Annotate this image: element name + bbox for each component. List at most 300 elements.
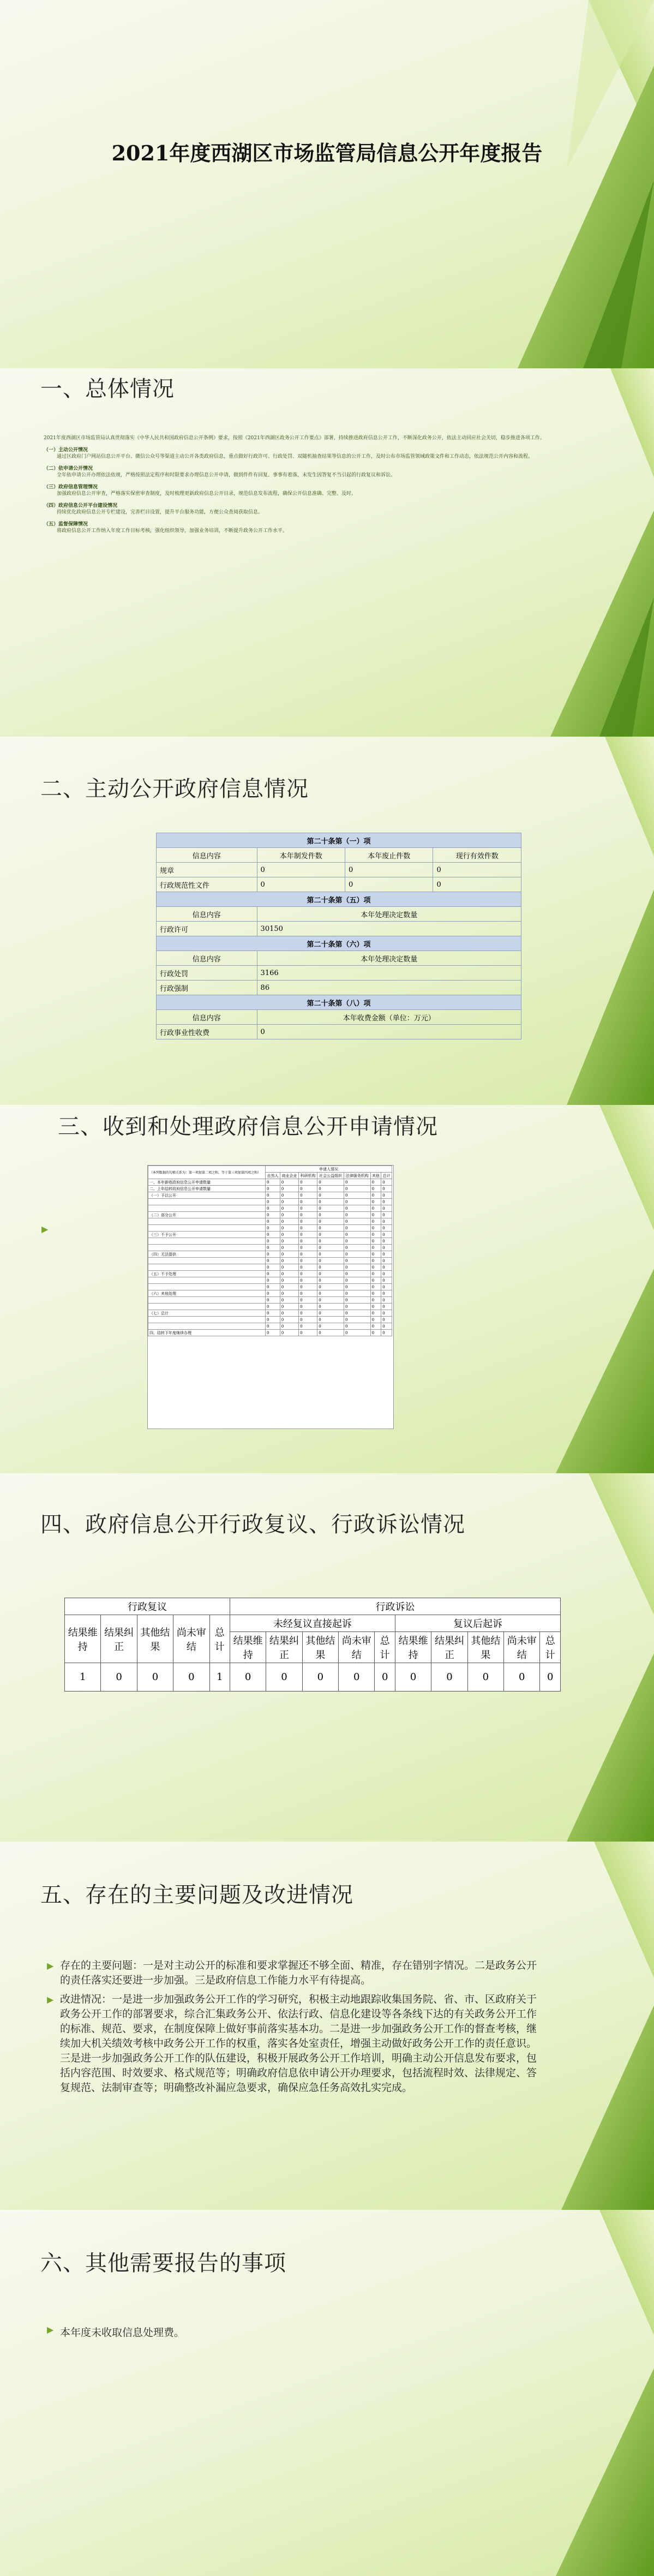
- table-cell: 0: [266, 1205, 280, 1212]
- table-cell: 0: [299, 1310, 317, 1317]
- overview-item-body: 通过区政府门户网站信息公开平台、微信公众号等渠道主动公开各类政府信息，重点做好行政许可、行政处罚、双随机抽查结果等信息的公开工作，及时公布市场监管领域政策文件和工作动态，依法规范公开内容和流程。: [57, 454, 533, 459]
- row-label: [148, 1264, 266, 1271]
- table-cell: 0: [317, 1317, 344, 1323]
- table-cell: 0: [299, 1238, 317, 1245]
- table-cell: 0: [540, 1663, 561, 1692]
- table-cell: 0: [381, 1238, 392, 1245]
- row-label: 二、上年结转政府信息公开申请数量: [148, 1186, 266, 1192]
- table-cell: 0: [299, 1323, 317, 1330]
- col-header: 本年处理决定数量: [257, 907, 521, 922]
- slide-problems: [0, 1842, 654, 2210]
- col-header: 信息内容: [157, 1010, 257, 1025]
- table-cell: 规章: [157, 863, 257, 877]
- table-cell: 0: [317, 1186, 344, 1192]
- table-cell: 0: [317, 1212, 344, 1218]
- table-cell: 0: [266, 1186, 280, 1192]
- table-cell: 0: [266, 1663, 302, 1692]
- leaf-decoration: [425, 1105, 654, 1473]
- row-label: [148, 1199, 266, 1205]
- table-cell: 0: [370, 1245, 381, 1251]
- table-cell: 0: [431, 1663, 467, 1692]
- table-cell: 0: [299, 1199, 317, 1205]
- table-cell: 0: [381, 1218, 392, 1225]
- col-header: 现行有效件数: [433, 848, 521, 863]
- row-label: [148, 1218, 266, 1225]
- table-cell: 0: [299, 1225, 317, 1232]
- table-row: [148, 1323, 392, 1330]
- table-row: [148, 1205, 392, 1212]
- section-title: 三、收到和处理政府信息公开申请情况: [58, 1114, 438, 1139]
- requests-table-frame: [147, 1165, 394, 1429]
- table-cell: 0: [344, 1284, 370, 1290]
- table-cell: 0: [381, 1179, 392, 1186]
- table-cell: 0: [317, 1205, 344, 1212]
- section-title: 六、其他需要报告的事项: [40, 2251, 286, 2276]
- table-cell: 0: [299, 1290, 317, 1297]
- col-header: 社会公益组织: [317, 1173, 344, 1179]
- table-cell: 0: [299, 1212, 317, 1218]
- table-cell: 0: [266, 1271, 280, 1277]
- table-cell: 0: [504, 1663, 540, 1692]
- table-row: [148, 1271, 392, 1277]
- col-header: 科研机构: [299, 1173, 317, 1179]
- row-label: [148, 1225, 266, 1232]
- table-cell: 0: [266, 1218, 280, 1225]
- overview-body: [44, 435, 562, 534]
- table-cell: 0: [370, 1205, 381, 1212]
- table-row: [148, 1192, 392, 1199]
- table-cell: 0: [280, 1258, 298, 1264]
- table-cell: 0: [381, 1323, 392, 1330]
- col-header: 总计: [381, 1173, 392, 1179]
- overview-intro: 2021年度西湖区市场监管局认真贯彻落实《中华人民共和国政府信息公开条例》要求，按照《2021年西湖区政务公开工作要点》部署，持续推进政府信息公开工作，不断深化政务公开，依法主动回应社会关切，稳步推进各项工作。: [44, 435, 545, 441]
- table-cell: 0: [266, 1225, 280, 1232]
- slide-other: [0, 2210, 654, 2576]
- table-cell: 0: [344, 1304, 370, 1310]
- col-header: 法律服务机构: [344, 1173, 370, 1179]
- table-cell: 0: [280, 1304, 298, 1310]
- overview-item-body: 全年依申请公开办理依法依规，严格按照法定程序和时限要求办理信息公开申请，做到件件有回复、事事有着落，未发生因答复不当引起的行政复议和诉讼。: [57, 473, 396, 478]
- row-label: （三）不予公开: [148, 1232, 266, 1238]
- col-header: 结果纠正: [431, 1632, 467, 1663]
- table-cell: 0: [344, 1323, 370, 1330]
- table-cell: 0: [344, 1192, 370, 1199]
- col-header: 其他结果: [467, 1632, 503, 1663]
- table-cell: 0: [381, 1251, 392, 1258]
- other-paragraph: 本年度未收取信息处理费。: [60, 2327, 185, 2339]
- table-cell: 0: [381, 1245, 392, 1251]
- table-cell: 行政规范性文件: [157, 877, 257, 892]
- row-label: [148, 1205, 266, 1212]
- table-cell: 0: [266, 1277, 280, 1284]
- table-cell: 0: [317, 1251, 344, 1258]
- table-cell: 0: [344, 1238, 370, 1245]
- row-label: 一、本年新收政府信息公开申请数量: [148, 1179, 266, 1186]
- review-table: [64, 1598, 561, 1692]
- table-cell: 行政许可: [157, 922, 257, 936]
- table-row: [148, 1277, 392, 1284]
- table-cell: 0: [433, 877, 521, 892]
- table-cell: 0: [317, 1232, 344, 1238]
- table-cell: 0: [101, 1663, 137, 1692]
- report-title: 2021年度西湖区市场监管局信息公开年度报告: [111, 141, 543, 165]
- table-cell: 0: [280, 1212, 298, 1218]
- problems-body: [47, 1958, 538, 2095]
- table-cell: 0: [381, 1186, 392, 1192]
- row-label: [148, 1297, 266, 1304]
- table-cell: 86: [257, 981, 521, 995]
- col-header: 结果纠正: [266, 1632, 302, 1663]
- table-cell: 行政事业性收费: [157, 1025, 257, 1039]
- table-cell: 0: [344, 1186, 370, 1192]
- table-cell: 0: [345, 877, 433, 892]
- col-header: 信息内容: [157, 907, 257, 922]
- col-header: 其他: [370, 1173, 381, 1179]
- table-cell: 0: [467, 1663, 503, 1692]
- table-cell: 0: [317, 1245, 344, 1251]
- row-label: [148, 1238, 266, 1245]
- table-row: [148, 1310, 392, 1317]
- table-cell: 0: [381, 1317, 392, 1323]
- bullet-icon: ▶: [47, 2324, 54, 2335]
- table-cell: 0: [381, 1264, 392, 1271]
- col-header: 结果维持: [395, 1632, 431, 1663]
- table-cell: 0: [317, 1323, 344, 1330]
- table-cell: 0: [266, 1304, 280, 1310]
- table-cell: 0: [339, 1663, 375, 1692]
- col-header: 总计: [540, 1632, 561, 1663]
- table-cell: 0: [344, 1290, 370, 1297]
- overview-item-body: 将政府信息公开工作纳入年度工作目标考核，强化组织领导，加强业务培训，不断提升政务公开工作水平。: [57, 528, 288, 534]
- table-cell: 0: [280, 1271, 298, 1277]
- table-cell: 0: [266, 1238, 280, 1245]
- overview-item-heading: （四）政府信息公开平台建设情况: [44, 503, 118, 509]
- row-label: [148, 1258, 266, 1264]
- col-header: 结果维持: [230, 1632, 266, 1663]
- block-header: 第二十条第（一）项: [157, 833, 521, 848]
- table-cell: 0: [381, 1277, 392, 1284]
- table-cell: 0: [317, 1284, 344, 1290]
- proactive-table: [156, 833, 521, 1039]
- col-header: 总计: [209, 1615, 230, 1663]
- table-cell: 0: [266, 1264, 280, 1271]
- table-cell: 0: [299, 1317, 317, 1323]
- table-cell: 0: [317, 1290, 344, 1297]
- table-row: [148, 1179, 392, 1186]
- table-cell: 0: [266, 1212, 280, 1218]
- row-label: （二）部分公开: [148, 1212, 266, 1218]
- overview-item-body: 持续优化政府信息公开专栏建设，完善栏目设置，提升平台服务功能，方便公众查阅获取信息。: [57, 510, 263, 515]
- table-cell: 0: [230, 1663, 266, 1692]
- col-header: 结果维持: [65, 1615, 101, 1663]
- row-label: [148, 1317, 266, 1323]
- table-row: [148, 1258, 392, 1264]
- table-cell: 0: [344, 1245, 370, 1251]
- table-cell: 0: [299, 1304, 317, 1310]
- col-group-header: 申请人情况: [266, 1166, 392, 1173]
- table-cell: 0: [370, 1186, 381, 1192]
- review-header: 行政复议: [65, 1598, 230, 1615]
- table-cell: 0: [317, 1297, 344, 1304]
- table-cell: 0: [344, 1199, 370, 1205]
- table-cell: 0: [370, 1258, 381, 1264]
- table-cell: 行政强制: [157, 981, 257, 995]
- slide-review: [0, 1473, 654, 1842]
- row-label: [148, 1245, 266, 1251]
- table-cell: 0: [370, 1317, 381, 1323]
- overview-item-heading: （二）依申请公开情况: [44, 466, 93, 471]
- table-cell: 0: [299, 1186, 317, 1192]
- table-cell: 0: [299, 1264, 317, 1271]
- row-label: （五）不予处理: [148, 1271, 266, 1277]
- table-cell: 0: [370, 1212, 381, 1218]
- table-cell: 0: [317, 1277, 344, 1284]
- table-cell: 0: [381, 1212, 392, 1218]
- table-row: [148, 1238, 392, 1245]
- table-cell: 0: [344, 1205, 370, 1212]
- table-cell: 0: [266, 1310, 280, 1317]
- table-cell: 0: [266, 1284, 280, 1290]
- table-cell: 0: [299, 1232, 317, 1238]
- col-header: 信息内容: [157, 848, 257, 863]
- table-cell: 0: [370, 1277, 381, 1284]
- table-cell: 0: [137, 1663, 173, 1692]
- table-cell: 0: [344, 1218, 370, 1225]
- table-cell: 0: [370, 1310, 381, 1317]
- table-row: [148, 1251, 392, 1258]
- table-cell: 0: [344, 1317, 370, 1323]
- table-cell: 0: [381, 1225, 392, 1232]
- table-cell: 0: [381, 1304, 392, 1310]
- overview-item-body: 加强政府信息公开审查，严格落实保密审查制度，及时梳理更新政府信息公开目录，规范信息发布流程，确保公开信息准确、完整、及时。: [57, 491, 357, 497]
- leaf-decoration: [425, 0, 654, 368]
- overview-items: [44, 447, 562, 534]
- table-cell: 30150: [257, 922, 521, 936]
- table-cell: 0: [317, 1218, 344, 1225]
- table-cell: 0: [280, 1317, 298, 1323]
- table-cell: 0: [344, 1277, 370, 1284]
- table-cell: 3166: [257, 966, 521, 981]
- section-title: 一、总体情况: [40, 376, 175, 402]
- table-cell: 0: [266, 1251, 280, 1258]
- table-cell: 0: [344, 1251, 370, 1258]
- table-cell: 0: [266, 1330, 280, 1336]
- after-header: 复议后起诉: [395, 1615, 560, 1632]
- table-cell: 0: [370, 1232, 381, 1238]
- table-cell: 0: [381, 1271, 392, 1277]
- table-cell: 0: [280, 1310, 298, 1317]
- table-cell: 0: [344, 1258, 370, 1264]
- bullet-icon: ▶: [41, 1224, 49, 1234]
- table-cell: 0: [344, 1225, 370, 1232]
- table-cell: 0: [381, 1199, 392, 1205]
- table-cell: 1: [65, 1663, 101, 1692]
- table-cell: 0: [381, 1290, 392, 1297]
- table-row: [148, 1186, 392, 1192]
- section-title: 五、存在的主要问题及改进情况: [40, 1882, 353, 1908]
- col-header: 本年废止件数: [345, 848, 433, 863]
- table-cell: 0: [395, 1663, 431, 1692]
- table-cell: 行政处罚: [157, 966, 257, 981]
- table-cell: 0: [344, 1179, 370, 1186]
- table-cell: 0: [370, 1238, 381, 1245]
- section-title: 四、政府信息公开行政复议、行政诉讼情况: [40, 1512, 465, 1537]
- table-cell: 0: [317, 1271, 344, 1277]
- leaf-decoration: [425, 368, 654, 737]
- table-cell: 0: [266, 1297, 280, 1304]
- table-row: [148, 1290, 392, 1297]
- slide-requests: [0, 1105, 654, 1473]
- table-cell: 0: [370, 1330, 381, 1336]
- table-cell: 0: [317, 1264, 344, 1271]
- col-header: 结果纠正: [101, 1615, 137, 1663]
- table-cell: 0: [266, 1290, 280, 1297]
- table-cell: 0: [280, 1232, 298, 1238]
- table-cell: 0: [266, 1192, 280, 1199]
- table-cell: 0: [257, 1025, 521, 1039]
- row-label: （一）予以公开: [148, 1192, 266, 1199]
- table-cell: 0: [317, 1330, 344, 1336]
- table-row: [148, 1317, 392, 1323]
- table-cell: 0: [299, 1251, 317, 1258]
- table-cell: 0: [299, 1258, 317, 1264]
- table-cell: 0: [280, 1179, 298, 1186]
- table-cell: 0: [317, 1310, 344, 1317]
- table-cell: 0: [299, 1245, 317, 1251]
- direct-header: 未经复议直接起诉: [230, 1615, 395, 1632]
- row-label: （六）其他处理: [148, 1290, 266, 1297]
- table-cell: 0: [344, 1330, 370, 1336]
- table-cell: 0: [299, 1330, 317, 1336]
- table-cell: 0: [317, 1192, 344, 1199]
- slide-title: [0, 0, 654, 368]
- table-cell: 0: [266, 1317, 280, 1323]
- col-header: 自然人: [266, 1173, 280, 1179]
- col-header: 商业企业: [280, 1173, 298, 1179]
- col-header: 总计: [375, 1632, 395, 1663]
- col-header: 其他结果: [302, 1632, 338, 1663]
- table-cell: 0: [257, 863, 345, 877]
- table-cell: 0: [370, 1290, 381, 1297]
- table-cell: 0: [266, 1323, 280, 1330]
- table-cell: 0: [381, 1205, 392, 1212]
- table-cell: 0: [317, 1225, 344, 1232]
- table-cell: 0: [317, 1179, 344, 1186]
- table-cell: 0: [280, 1264, 298, 1271]
- table-cell: 0: [381, 1192, 392, 1199]
- table-row: [148, 1218, 392, 1225]
- table-cell: 0: [173, 1663, 209, 1692]
- table-cell: 0: [280, 1238, 298, 1245]
- table-cell: 0: [370, 1225, 381, 1232]
- table-cell: 0: [280, 1192, 298, 1199]
- leaf-decoration: [425, 2210, 654, 2576]
- col-header: 其他结果: [137, 1615, 173, 1663]
- row-label: [148, 1277, 266, 1284]
- table-cell: 0: [266, 1245, 280, 1251]
- table-cell: 0: [344, 1297, 370, 1304]
- table-row: [148, 1297, 392, 1304]
- table-cell: 0: [381, 1330, 392, 1336]
- table-cell: 0: [370, 1284, 381, 1290]
- table-cell: 0: [370, 1297, 381, 1304]
- table-cell: 0: [266, 1199, 280, 1205]
- table-row: [148, 1232, 392, 1238]
- bullet-icon: ▶: [47, 1994, 54, 2005]
- row-label: [148, 1323, 266, 1330]
- col-header: 尚未审结: [173, 1615, 209, 1663]
- overview-item-heading: （五）监督保障情况: [44, 522, 88, 527]
- overview-item-heading: （三）政府信息管理情况: [44, 485, 98, 490]
- corner-cell: （本列数据的勾稽关系为：第一项加第二项之和，等于第三项加第四项之和）: [148, 1166, 266, 1179]
- table-cell: 0: [280, 1290, 298, 1297]
- table-cell: 0: [280, 1251, 298, 1258]
- table-cell: 0: [344, 1264, 370, 1271]
- row-label: （四）无法提供: [148, 1251, 266, 1258]
- table-cell: 0: [344, 1232, 370, 1238]
- table-cell: 0: [280, 1225, 298, 1232]
- table-cell: 0: [299, 1179, 317, 1186]
- table-cell: 0: [370, 1179, 381, 1186]
- section-title: 二、主动公开政府信息情况: [40, 776, 309, 802]
- table-cell: 0: [299, 1284, 317, 1290]
- table-cell: 0: [280, 1297, 298, 1304]
- table-cell: 0: [344, 1271, 370, 1277]
- col-header: 信息内容: [157, 951, 257, 966]
- table-row: [148, 1284, 392, 1290]
- table-cell: 0: [266, 1258, 280, 1264]
- table-cell: 0: [381, 1284, 392, 1290]
- table-cell: 0: [280, 1277, 298, 1284]
- slide-overview: [0, 368, 654, 737]
- table-cell: 1: [209, 1663, 230, 1692]
- table-cell: 0: [299, 1218, 317, 1225]
- table-cell: 0: [370, 1218, 381, 1225]
- table-cell: 0: [257, 877, 345, 892]
- table-cell: 0: [299, 1277, 317, 1284]
- slide-proactive: [0, 737, 654, 1105]
- other-item: [47, 2324, 184, 2339]
- table-cell: 0: [375, 1663, 395, 1692]
- table-cell: 0: [299, 1192, 317, 1199]
- col-header: 尚未审结: [504, 1632, 540, 1663]
- table-cell: 0: [280, 1199, 298, 1205]
- table-row: [148, 1330, 392, 1336]
- table-cell: 0: [299, 1297, 317, 1304]
- table-cell: 0: [317, 1199, 344, 1205]
- table-cell: 0: [280, 1245, 298, 1251]
- table-row: [148, 1264, 392, 1271]
- row-label: [148, 1304, 266, 1310]
- table-cell: 0: [344, 1310, 370, 1317]
- improvement-paragraph: 改进情况：一是进一步加强政务公开工作的学习研究，积极主动地跟踪收集国务院、省、市、区政府关于政务公开工作的部署要求，综合汇集政务公开、依法行政、信息化建设等各条线下达的有关政务公开工作的标准、规范、要求，在制度保障上做好事前落实基本功。二是进一步加强政务公开工作的督查考核，继续加大机关绩效考核中政务公开工作的权重，落实各处室责任，增强主动做好政务公开工作的责任意识。三是进一步加强政务公开工作的队伍建设，积极开展政务公开工作培训，明确主动公开信息发布要求，包括内容范围、时效要求、格式规范等；明确政府信息依申请公开办理要求，包括流程时效、法律规定、答复规范、法制审查等；明确整改补漏应急要求，确保应急任务高效扎实完成。: [60, 1993, 537, 2094]
- table-cell: 0: [381, 1232, 392, 1238]
- col-header: 本年处理决定数量: [257, 951, 521, 966]
- table-cell: 0: [344, 1212, 370, 1218]
- table-row: [148, 1199, 392, 1205]
- block-header: 第二十条第（六）项: [157, 936, 521, 951]
- table-cell: 0: [266, 1179, 280, 1186]
- table-cell: 0: [280, 1284, 298, 1290]
- problems-paragraph: 存在的主要问题：一是对主动公开的标准和要求掌握还不够全面、精准，存在错别字情况。二是政务公开的责任落实还要进一步加强。三是政府信息工作能力水平有待提高。: [60, 1959, 537, 1986]
- table-cell: 0: [370, 1192, 381, 1199]
- table-cell: 0: [280, 1330, 298, 1336]
- table-cell: 0: [280, 1218, 298, 1225]
- col-header: 尚未审结: [339, 1632, 375, 1663]
- block-header: 第二十条第（五）项: [157, 892, 521, 907]
- row-label: 四、结转下年度继续办理: [148, 1330, 266, 1336]
- requests-table: [148, 1166, 392, 1336]
